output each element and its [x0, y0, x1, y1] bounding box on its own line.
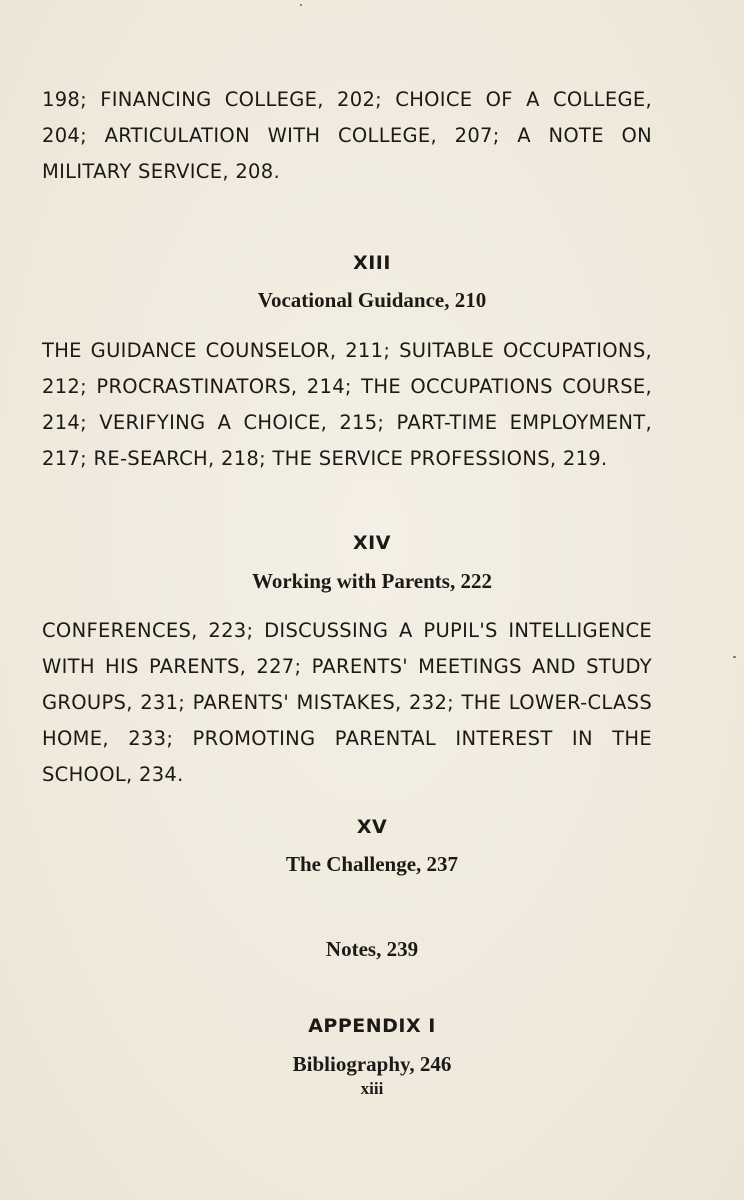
chapter-title-vocational-guidance: Vocational Guidance, 210 [257, 288, 487, 312]
chapter-title-working-with-parents: Working with Parents, 222 [252, 569, 492, 593]
appendix-label: APPENDIX I [308, 1015, 436, 1037]
paper-speck [733, 656, 736, 658]
toc-continued-sections: 198; FINANCING COLLEGE, 202; CHOICE OF A COLLEGE, 204; ARTICULATION WITH COLLEGE, 207; A NOTE ON MILITARY SERVICE, 208. [42, 88, 652, 183]
appendix-title-bibliography: Bibliography, 246 [292, 1052, 452, 1076]
chapter-number-xiii: XIII [353, 252, 391, 274]
chapter-number-xiv: XIV [353, 532, 391, 554]
chapter-number-xv: XV [356, 816, 388, 838]
paper-speck [300, 4, 302, 6]
notes-entry: Notes, 239 [325, 937, 419, 961]
chapter-xiii-sections: THE GUIDANCE COUNSELOR, 211; SUITABLE OCCUPATIONS, 212; PROCRASTINATORS, 214; THE OCCUPATIONS COURSE, 214; VERIFYING A CHOICE, 215; PART-TIME EMPLOYMENT, 217; RE-SEARCH, 218; THE SERVICE PROFESSIONS, 219. [42, 339, 652, 470]
chapter-title-the-challenge: The Challenge, 237 [285, 852, 459, 876]
chapter-xiv-sections: CONFERENCES, 223; DISCUSSING A PUPIL'S INTELLIGENCE WITH HIS PARENTS, 227; PARENTS' MEETINGS AND STUDY GROUPS, 231; PARENTS' MISTAKES, 232; THE LOWER-CLASS HOME, 233; PROMOTING PARENTAL INTEREST IN THE SCHOOL, 234. [42, 619, 652, 786]
page-number: xiii [360, 1079, 384, 1098]
